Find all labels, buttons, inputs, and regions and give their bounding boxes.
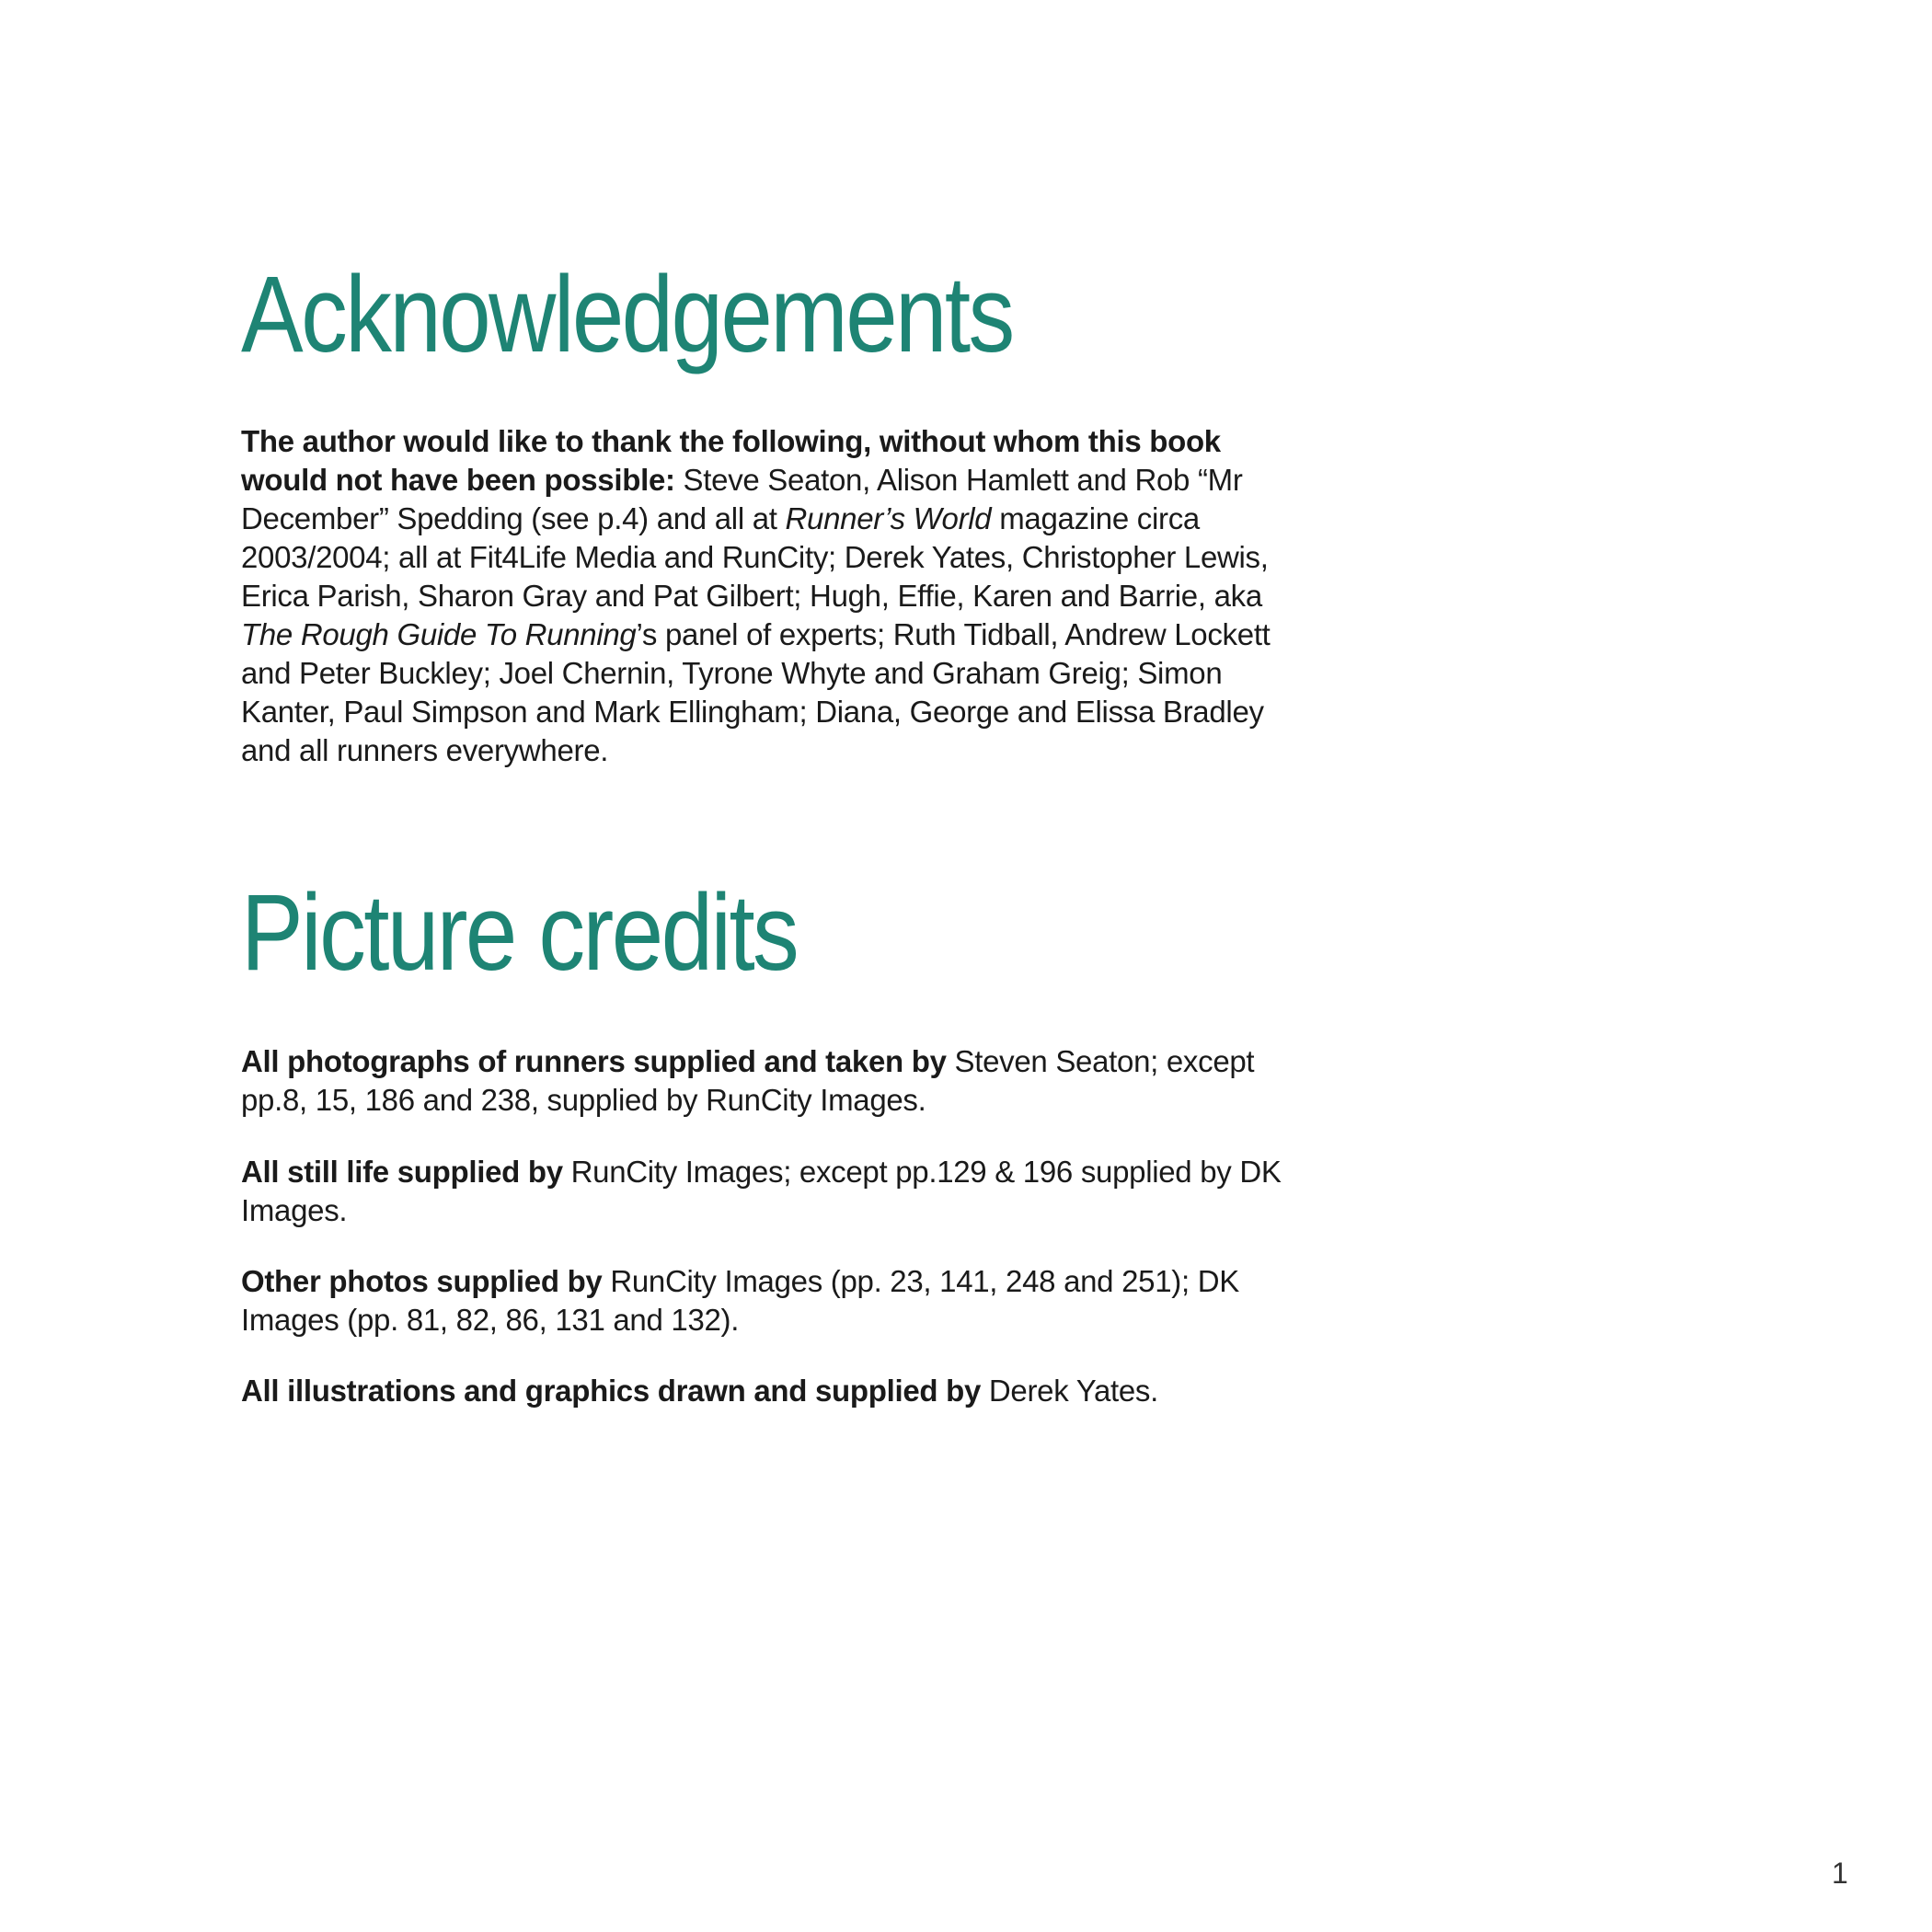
- acknowledgements-lead: The author would like to thank the following, without whom this book would not have been possible:: [241, 424, 1221, 497]
- acknowledgements-heading: Acknowledgements: [241, 254, 1013, 375]
- acknowledgements-paragraph: [241, 422, 1290, 770]
- acknowledgements-text-1: Steve Seaton, Alison Hamlett and Rob “Mr December” Spedding (see p.4) and all at: [241, 463, 1243, 535]
- credit-item-photographs: [241, 1042, 1290, 1120]
- credit-text: RunCity Images (pp. 23, 141, 248 and 251); DK Images (pp. 81, 82, 86, 131 and 132).: [241, 1264, 1239, 1337]
- rough-guide-title: The Rough Guide To Running: [241, 617, 637, 651]
- acknowledgements-text-3: ’s panel of experts; Ruth Tidball, Andrew Lockett and Peter Buckley; Joel Chernin, Tyrone Whyte and Graham Greig; Simon Kanter, Paul Simpson and Mark Ellingham; Diana, George and Elissa Bradley and all runners everywhere.: [241, 617, 1271, 767]
- credit-item-still-life: [241, 1153, 1290, 1230]
- credit-label: All still life supplied by: [241, 1155, 563, 1189]
- picture-credits-heading: Picture credits: [241, 872, 798, 994]
- credit-item-other-photos: [241, 1262, 1290, 1340]
- credit-text: RunCity Images; except pp.129 & 196 supplied by DK Images.: [241, 1155, 1282, 1227]
- credit-item-illustrations: [241, 1372, 1290, 1410]
- credit-text: Derek Yates.: [981, 1374, 1159, 1408]
- page-number: 1: [1832, 1857, 1848, 1890]
- credit-label: All illustrations and graphics drawn and supplied by: [241, 1374, 982, 1408]
- credit-label: Other photos supplied by: [241, 1264, 603, 1298]
- credit-text: Steven Seaton; except pp.8, 15, 186 and 238, supplied by RunCity Images.: [241, 1044, 1255, 1117]
- acknowledgements-text-2: magazine circa 2003/2004; all at Fit4Life Media and RunCity; Derek Yates, Christopher Lewis, Erica Parish, Sharon Gray and Pat Gilbert; Hugh, Effie, Karen and Barrie, aka: [241, 501, 1269, 613]
- runners-world-title: Runner’s World: [785, 501, 992, 535]
- credit-label: All photographs of runners supplied and taken by: [241, 1044, 947, 1078]
